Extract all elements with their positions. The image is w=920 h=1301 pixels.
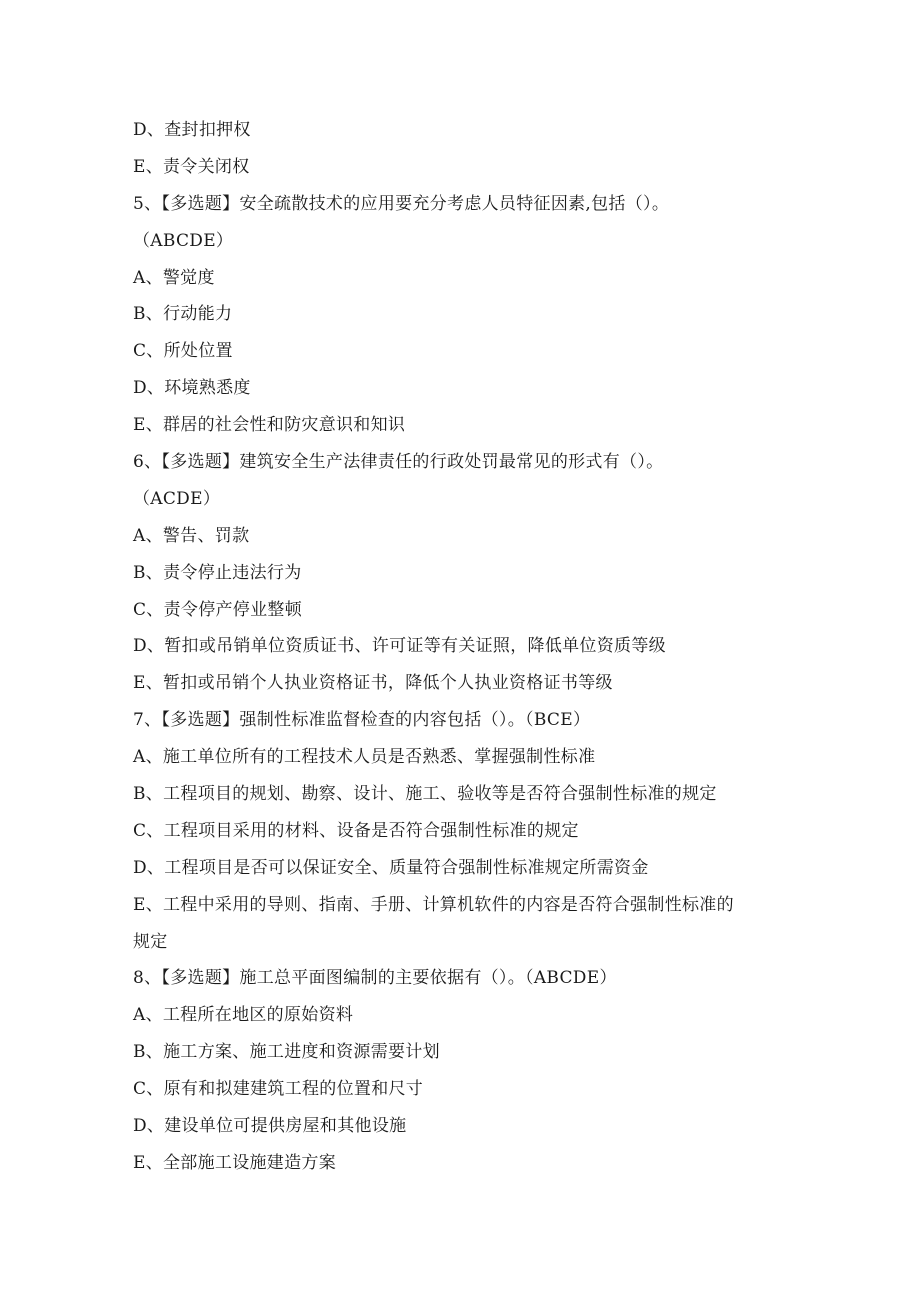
option-line: A、工程所在地区的原始资料 [133, 1005, 354, 1026]
option-line: E、责令关闭权 [133, 156, 250, 177]
option-line: A、警告、罚款 [133, 525, 250, 546]
option-line: E、群居的社会性和防灾意识和知识 [133, 415, 406, 436]
option-line: C、原有和拟建建筑工程的位置和尺寸 [133, 1079, 424, 1100]
option-line: E、暂扣或吊销个人执业资格证书，降低个人执业资格证书等级 [133, 673, 613, 694]
question-line: 7、【多选题】强制性标准监督检查的内容包括（）。（BCE） [133, 710, 591, 731]
text-body [133, 112, 793, 1182]
option-line: E、工程中采用的导则、指南、手册、计算机软件的内容是否符合强制性标准的 [133, 894, 734, 915]
option-line: B、工程项目的规划、勘察、设计、施工、验收等是否符合强制性标准的规定 [133, 784, 717, 805]
option-line: D、建设单位可提供房屋和其他设施 [133, 1116, 407, 1137]
option-line: B、行动能力 [133, 304, 233, 325]
answer-key: （ACDE） [133, 488, 221, 509]
answer-key: （ABCDE） [133, 230, 234, 251]
option-line: E、全部施工设施建造方案 [133, 1152, 337, 1173]
option-line: D、查封扣押权 [133, 120, 251, 140]
option-line: C、所处位置 [133, 341, 233, 362]
option-line: D、环境熟悉度 [133, 378, 251, 399]
option-line: B、责令停止违法行为 [133, 562, 302, 583]
question-line: 5、【多选题】安全疏散技术的应用要充分考虑人员特征因素,包括（）。 [133, 193, 670, 214]
option-line-continuation: 规定 [133, 931, 168, 952]
option-line: A、警觉度 [133, 267, 215, 288]
option-line: C、工程项目采用的材料、设备是否符合强制性标准的规定 [133, 820, 579, 841]
option-line: C、责令停产停业整顿 [133, 599, 303, 620]
option-line: B、施工方案、施工进度和资源需要计划 [133, 1042, 440, 1063]
question-line: 8、【多选题】施工总平面图编制的主要依据有（）。（ABCDE） [133, 968, 617, 989]
option-line: D、工程项目是否可以保证安全、质量符合强制性标准规定所需资金 [133, 857, 649, 878]
option-line: A、施工单位所有的工程技术人员是否熟悉、掌握强制性标准 [133, 747, 596, 768]
option-line: D、暂扣或吊销单位资质证书、许可证等有关证照，降低单位资质等级 [133, 636, 666, 657]
question-line: 6、【多选题】建筑安全生产法律责任的行政处罚最常见的形式有（）。 [133, 452, 664, 473]
